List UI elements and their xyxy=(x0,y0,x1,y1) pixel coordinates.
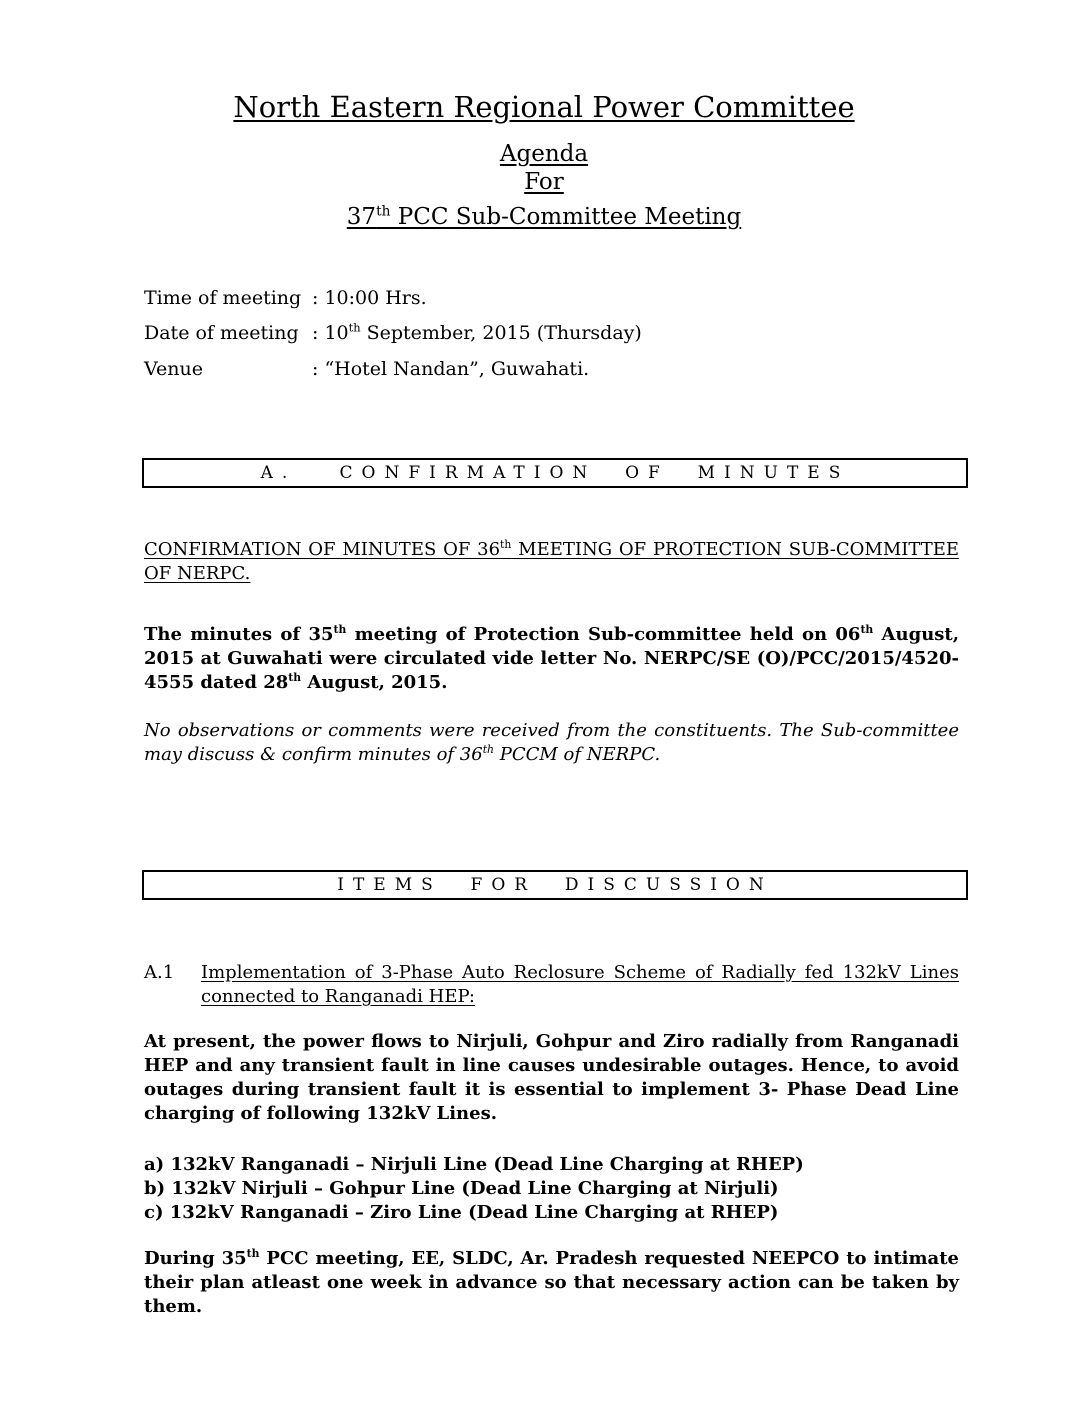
venue-label: Venue xyxy=(144,358,203,380)
meeting-date xyxy=(144,322,642,344)
date-value: : 10th September, 2015 (Thursday) xyxy=(312,320,642,344)
item-a1-number: A.1 xyxy=(144,962,175,983)
meeting-title xyxy=(0,204,1088,230)
items-discussion-box: ITEMS FOR DISCUSSION xyxy=(142,870,968,900)
venue-value: : “Hotel Nandan”, Guwahati. xyxy=(312,358,590,380)
meeting-venue xyxy=(144,358,589,380)
list-item: a) 132kV Ranganadi – Nirjuli Line (Dead Line Charging at RHEP) xyxy=(144,1154,804,1175)
agenda-label: Agenda xyxy=(499,141,589,167)
item-a1-pcc-paragraph: During 35th PCC meeting, EE, SLDC, Ar. Pradesh requested NEEPCO to intimate their plan atleast one week in advance so that necessary action can be taken by them. xyxy=(144,1247,959,1317)
list-item: b) 132kV Nirjuli – Gohpur Line (Dead Line Charging at Nirjuli) xyxy=(144,1178,779,1199)
for-label: For xyxy=(524,169,564,195)
meeting-time xyxy=(144,287,427,309)
agenda-heading xyxy=(0,140,1088,196)
date-label: Date of meeting xyxy=(144,322,299,344)
time-value: : 10:00 Hrs. xyxy=(312,287,427,309)
section-a-minutes-paragraph: The minutes of 35th meeting of Protection Sub-committee held on 06th August, 2015 at Guwahati were circulated vide letter No. NERPC/SE (O)/PCC/2015/4520-4555 dated 28th August, 2015. xyxy=(144,623,959,693)
org-title: North Eastern Regional Power Committee xyxy=(233,90,855,124)
section-a-observations-paragraph: No observations or comments were received from the constituents. The Sub-committee may discuss & confirm minutes of 36th PCCM of NERPC. xyxy=(144,720,959,765)
meeting-title-text: 37th PCC Sub-Committee Meeting xyxy=(346,203,742,230)
section-a-heading: CONFIRMATION OF MINUTES OF 36th MEETING OF PROTECTION SUB-COMMITTEE OF NERPC. xyxy=(144,538,959,584)
lines-list xyxy=(144,1153,804,1225)
time-label: Time of meeting xyxy=(144,287,302,309)
list-item: c) 132kV Ranganadi – Ziro Line (Dead Line Charging at RHEP) xyxy=(144,1202,779,1223)
item-a1-paragraph: At present, the power flows to Nirjuli, Gohpur and Ziro radially from Ranganadi HEP and any transient fault in line causes undesirable outages. Hence, to avoid outages during transient fault it is essential to implement 3- Phase Dead Line charging of following 132kV Lines. xyxy=(144,1031,959,1124)
item-a1-title: Implementation of 3-Phase Auto Reclosure Scheme of Radially fed 132kV Lines connected to Ranganadi HEP: xyxy=(201,962,959,1007)
section-a-box: A. CONFIRMATION OF MINUTES xyxy=(142,458,968,488)
